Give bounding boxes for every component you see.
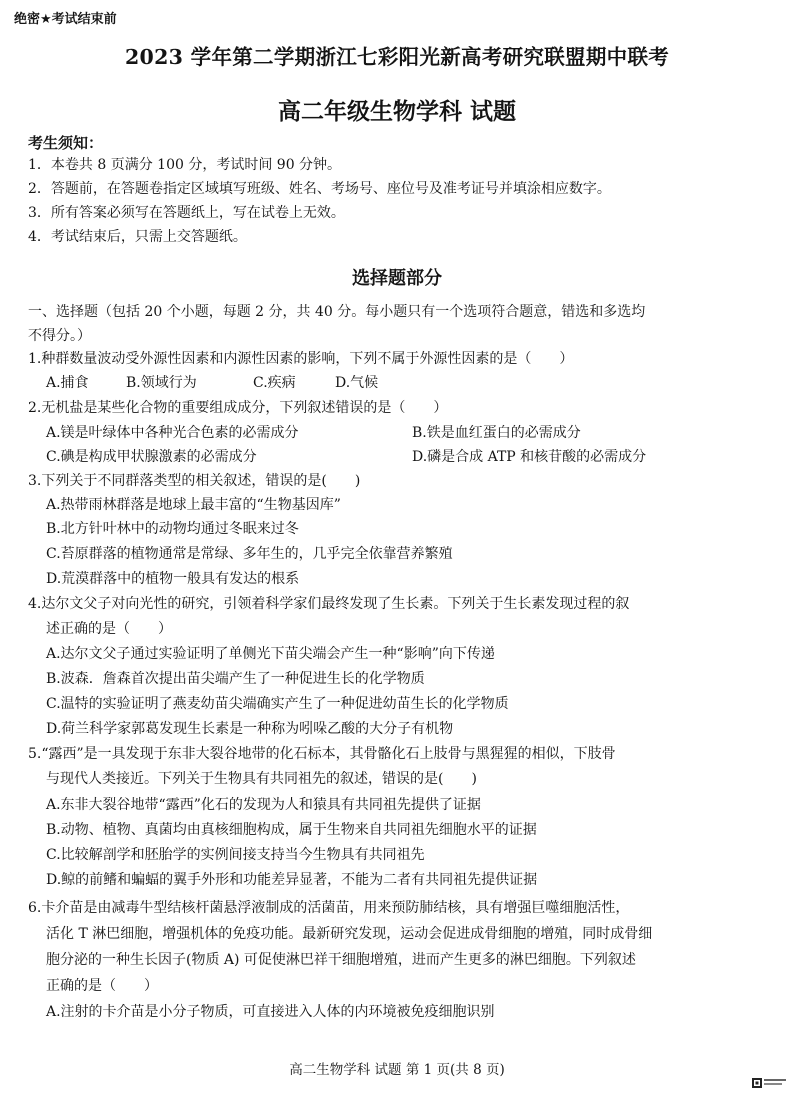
option-b: B.领域行为 <box>126 375 197 391</box>
option-d: D.荒漠群落中的植物一般具有发达的根系 <box>46 571 300 587</box>
question-stem: 与现代人类接近。下列关于生物具有共同祖先的叙述，错误的是( ) <box>46 771 477 787</box>
note-item: 3．所有答案必须写在答题纸上，写在试卷上无效。 <box>28 205 345 221</box>
option-d: D.荷兰科学家郭葛发现生长素是一种称为吲哚乙酸的大分子有机物 <box>46 721 454 737</box>
option-c: C.比较解剖学和胚胎学的实例间接支持当今生物具有共同祖先 <box>46 847 425 863</box>
question-stem: 述正确的是（ ） <box>46 621 172 637</box>
option-a: A.注射的卡介苗是小分子物质，可直接进入人体的内环境被免疫细胞识别 <box>46 1004 495 1020</box>
option-d: D.气候 <box>335 375 379 391</box>
option-a: A.热带雨林群落是地球上最丰富的“生物基因库” <box>46 497 341 513</box>
option-c: C.碘是构成甲状腺激素的必需成分 <box>46 449 257 465</box>
question-stem: 1.种群数量波动受外源性因素和内源性因素的影响，下列不属于外源性因素的是（ ） <box>28 351 574 367</box>
option-c: C.疾病 <box>253 375 296 391</box>
option-a: A.东非大裂谷地带“露西”化石的发现为人和猿具有共同祖先提供了证据 <box>46 797 481 813</box>
question-stem: 胞分泌的一种生长因子(物质 A) 可促使淋巴祥干细胞增殖，进而产生更多的淋巴细胞。下列叙述 <box>46 952 636 968</box>
option-c: C.温特的实验证明了燕麦幼苗尖端确实产生了一种促进幼苗生长的化学物质 <box>46 696 509 712</box>
question-stem: 2.无机盐是某些化合物的重要组成成分，下列叙述错误的是（ ） <box>28 400 448 416</box>
note-item: 2．答题前，在答题卷指定区域填写班级、姓名、考场号、座位号及准考证号并填涂相应数字。 <box>28 181 611 197</box>
option-b: B.铁是血红蛋白的必需成分 <box>412 425 581 441</box>
option-d: D.磷是合成 ATP 和核苷酸的必需成分 <box>412 449 647 465</box>
note-item: 1．本卷共 8 页满分 100 分，考试时间 90 分钟。 <box>28 157 342 173</box>
question-stem: 6.卡介苗是由减毒牛型结核杆菌悬浮液制成的活菌苗，用来预防肺结核，具有增强巨噬细胞活性， <box>28 900 630 916</box>
option-b: B.波森．詹森首次提出苗尖端产生了一种促进生长的化学物质 <box>46 671 425 687</box>
question-stem: 5.“露西”是一具发现于东非大裂谷地带的化石标本，其骨骼化石上肢骨与黑猩猩的相似，下肢骨 <box>28 746 616 762</box>
section-intro: 一、选择题（包括 20 个小题，每题 2 分，共 40 分。每小题只有一个选项符合题意，错选和多选均 <box>28 304 646 320</box>
option-a: A.捕食 <box>46 375 89 391</box>
question-stem: 正确的是（ ） <box>46 978 158 994</box>
exam-title: 2023 学年第二学期浙江七彩阳光新高考研究联盟期中联考 <box>124 45 670 69</box>
question-stem: 3.下列关于不同群落类型的相关叙述，错误的是( ) <box>28 473 361 489</box>
notes-heading: 考生须知： <box>28 134 104 152</box>
question-stem: 活化 T 淋巴细胞，增强机体的免疫功能。最新研究发现，运动会促进成骨细胞的增殖，同时成骨细 <box>46 926 653 942</box>
option-a: A.达尔文父子通过实验证明了单侧光下苗尖端会产生一种“影响”向下传递 <box>46 646 495 662</box>
option-a: A.镁是叶绿体中各种光合色素的必需成分 <box>46 425 299 441</box>
secret-label: 绝密★考试结束前 <box>14 12 117 27</box>
question-stem: 4.达尔文父子对向光性的研究，引领着科学家们最终发现了生长素。下列关于生长素发现过程的叙 <box>28 596 630 612</box>
qr-code-icon <box>752 1078 788 1088</box>
note-item: 4．考试结束后，只需上交答题纸。 <box>28 229 247 245</box>
section-intro: 不得分。） <box>28 328 91 344</box>
section-title: 选择题部分 <box>352 268 442 289</box>
page-footer: 高二生物学科 试题 第 1 页(共 8 页) <box>289 1062 505 1078</box>
option-d: D.鲸的前鳍和蝙蝠的翼手外形和功能差异显著，不能为二者有共同祖先提供证据 <box>46 872 538 888</box>
exam-subtitle: 高二年级生物学科 试题 <box>277 98 516 125</box>
option-b: B.动物、植物、真菌均由真核细胞构成，属于生物来自共同祖先细胞水平的证据 <box>46 822 537 838</box>
option-c: C.苔原群落的植物通常是常绿、多年生的，几乎完全依靠营养繁殖 <box>46 546 453 562</box>
option-b: B.北方针叶林中的动物均通过冬眠来过冬 <box>46 521 299 537</box>
